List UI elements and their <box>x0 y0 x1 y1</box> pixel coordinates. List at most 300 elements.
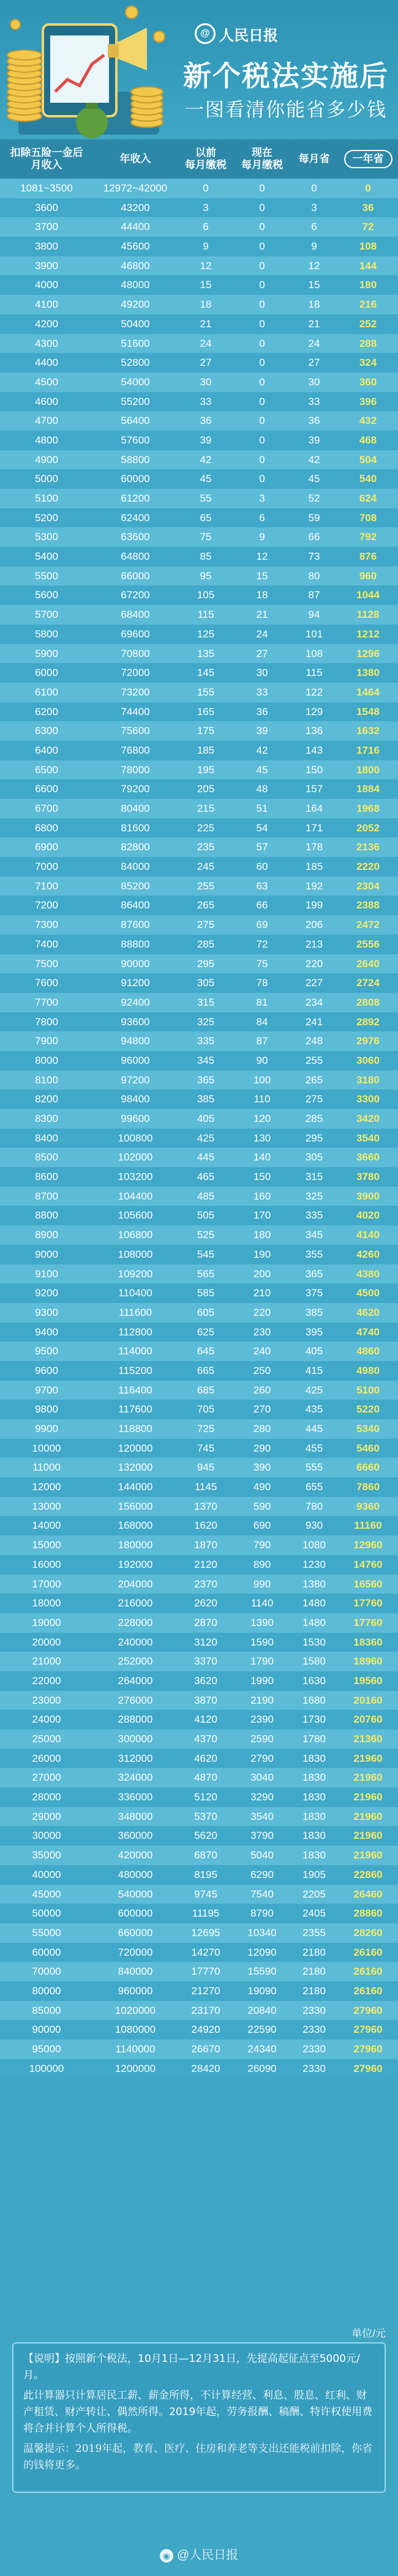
cell-new-tax: 54 <box>256 822 268 834</box>
logo-text: 人民日报 <box>219 26 278 44</box>
cell-monthly-income: 4400 <box>35 357 58 369</box>
table-row <box>0 469 398 489</box>
cell-monthly-income: 45000 <box>32 1888 61 1900</box>
cell-annual-income: 69600 <box>121 628 150 640</box>
table-row <box>0 1981 398 2001</box>
cell-annual-income: 62400 <box>121 511 150 524</box>
cell-new-tax: 39 <box>256 725 268 737</box>
cell-annual-income: 1200000 <box>115 2062 156 2074</box>
cell-annual-income: 85200 <box>121 880 150 892</box>
cell-old-tax: 685 <box>197 1384 215 1396</box>
cell-new-tax: 7540 <box>250 1888 274 1900</box>
cell-new-tax: 990 <box>253 1578 271 1590</box>
table-row <box>0 334 398 354</box>
cell-annual-income: 112800 <box>118 1326 152 1338</box>
cell-old-tax: 235 <box>197 841 215 853</box>
cell-new-tax: 1140 <box>250 1597 274 1609</box>
cell-new-tax: 45 <box>256 763 268 776</box>
cell-annual-saving: 216 <box>359 299 377 311</box>
cell-annual-income: 288000 <box>118 1713 153 1726</box>
table-row <box>0 353 398 373</box>
cell-new-tax: 87 <box>256 1035 268 1047</box>
cell-new-tax: 190 <box>253 1248 271 1260</box>
cell-annual-income: 216000 <box>118 1597 153 1609</box>
table-row <box>0 2001 398 2021</box>
table-row <box>0 1206 398 1225</box>
cell-annual-income: 79200 <box>121 783 150 795</box>
cell-annual-saving: 792 <box>359 531 377 543</box>
cell-new-tax: 3290 <box>250 1791 274 1803</box>
cell-monthly-saving: 2205 <box>302 1888 326 1900</box>
cell-annual-income: 600000 <box>118 1907 153 1920</box>
footer-credit <box>0 2545 398 2563</box>
cell-annual-income: 46800 <box>121 259 150 272</box>
cell-old-tax: 85 <box>200 551 212 563</box>
cell-monthly-income: 90000 <box>32 2024 61 2036</box>
cell-monthly-saving: 157 <box>305 783 323 795</box>
cell-monthly-income: 5700 <box>35 609 58 621</box>
cell-monthly-saving: 1830 <box>302 1830 326 1842</box>
table-row <box>0 1458 398 1477</box>
cell-old-tax: 42 <box>200 453 212 466</box>
cell-old-tax: 295 <box>197 957 215 970</box>
cell-monthly-income: 26000 <box>32 1752 61 1764</box>
cell-new-tax: 1590 <box>250 1636 274 1648</box>
cell-annual-saving: 21960 <box>353 1791 383 1803</box>
cell-new-tax: 490 <box>253 1481 271 1493</box>
cell-annual-income: 120000 <box>118 1442 153 1454</box>
cell-annual-saving: 1380 <box>356 667 380 679</box>
cell-annual-saving: 28260 <box>353 1926 383 1939</box>
cell-monthly-saving: 213 <box>305 938 323 950</box>
cell-annual-saving: 324 <box>359 357 377 369</box>
cell-annual-income: 300000 <box>118 1733 153 1745</box>
table-row <box>0 411 398 431</box>
cell-new-tax: 590 <box>253 1500 271 1512</box>
cell-monthly-saving: 1580 <box>302 1655 326 1668</box>
cell-annual-saving: 21360 <box>353 1733 383 1745</box>
table-row <box>0 314 398 334</box>
cell-annual-saving: 4500 <box>356 1287 380 1299</box>
cell-old-tax: 28420 <box>191 2062 220 2074</box>
cell-new-tax: 9 <box>259 531 265 543</box>
cell-monthly-income: 4700 <box>35 415 58 427</box>
cell-new-tax: 0 <box>259 279 265 291</box>
cell-new-tax: 3790 <box>250 1830 274 1842</box>
cell-monthly-income: 8400 <box>35 1132 58 1144</box>
cell-old-tax: 1620 <box>194 1520 217 1532</box>
cell-annual-saving: 5100 <box>356 1384 380 1396</box>
cell-monthly-income: 9200 <box>35 1287 58 1299</box>
cell-annual-income: 68400 <box>121 609 150 621</box>
cell-old-tax: 345 <box>197 1054 215 1066</box>
cell-monthly-income: 8600 <box>35 1171 58 1183</box>
cell-annual-income: 74400 <box>121 705 150 718</box>
cell-annual-income: 54000 <box>121 376 150 388</box>
cell-annual-income: 132000 <box>118 1461 153 1474</box>
cell-monthly-income: 6800 <box>35 822 58 834</box>
cell-annual-income: 67200 <box>121 589 150 601</box>
header-line: 以前 <box>195 147 216 159</box>
cell-annual-income: 540000 <box>118 1888 153 1900</box>
cell-monthly-saving: 241 <box>305 1015 323 1028</box>
cell-annual-income: 82800 <box>121 841 150 853</box>
cell-annual-saving: 3180 <box>356 1074 380 1086</box>
cell-monthly-saving: 39 <box>308 434 320 446</box>
table-row <box>0 1846 398 1865</box>
cell-monthly-saving: 21 <box>308 317 320 330</box>
cell-new-tax: 15 <box>256 570 268 582</box>
cell-new-tax: 280 <box>253 1423 271 1435</box>
cell-monthly-income: 23000 <box>32 1694 61 1706</box>
cell-annual-saving: 27960 <box>353 2004 383 2016</box>
table-row <box>0 392 398 412</box>
cell-annual-income: 92400 <box>121 996 150 1008</box>
cell-old-tax: 4370 <box>194 1733 217 1745</box>
table-row <box>0 605 398 625</box>
cell-monthly-income: 100000 <box>29 2062 64 2074</box>
table-row <box>0 547 398 566</box>
cell-old-tax: 18 <box>200 299 212 311</box>
cell-old-tax: 5370 <box>194 1810 217 1822</box>
cell-annual-income: 1140000 <box>115 2043 156 2055</box>
cell-new-tax: 63 <box>256 880 268 892</box>
cell-new-tax: 12 <box>256 551 268 563</box>
table-row <box>0 275 398 295</box>
cell-monthly-income: 7700 <box>35 996 58 1008</box>
cell-annual-saving: 624 <box>359 492 377 504</box>
cell-monthly-income: 4200 <box>35 317 58 330</box>
cell-monthly-saving: 30 <box>308 376 320 388</box>
cell-old-tax: 2870 <box>194 1616 217 1628</box>
table-row <box>0 993 398 1012</box>
cell-monthly-income: 24000 <box>32 1713 61 1726</box>
table-row <box>0 1749 398 1769</box>
cell-annual-income: 144000 <box>118 1481 153 1493</box>
cell-monthly-income: 9300 <box>35 1306 58 1318</box>
cell-monthly-income: 5600 <box>35 589 58 601</box>
cell-annual-saving: 1884 <box>356 783 380 795</box>
cell-old-tax: 285 <box>197 938 215 950</box>
cell-new-tax: 390 <box>253 1461 271 1474</box>
cell-monthly-saving: 285 <box>305 1113 323 1124</box>
cell-annual-saving: 17760 <box>353 1597 383 1609</box>
cell-monthly-income: 29000 <box>32 1810 61 1822</box>
cell-annual-saving: 2556 <box>356 938 380 950</box>
cell-old-tax: 24 <box>200 337 212 349</box>
cell-annual-saving: 2136 <box>356 841 380 853</box>
cell-monthly-saving: 33 <box>308 395 320 407</box>
cell-annual-saving: 3660 <box>356 1151 380 1164</box>
cell-old-tax: 265 <box>197 899 215 911</box>
cell-old-tax: 305 <box>197 977 215 989</box>
cell-old-tax: 65 <box>200 511 212 524</box>
cell-old-tax: 135 <box>197 647 215 659</box>
table-row <box>0 954 398 974</box>
cell-monthly-income: 80000 <box>32 1984 61 1997</box>
table-row <box>0 1031 398 1051</box>
cell-old-tax: 745 <box>197 1442 215 1454</box>
table-row <box>0 1575 398 1594</box>
cell-monthly-saving: 425 <box>305 1384 323 1396</box>
cell-annual-income: 61200 <box>121 492 150 504</box>
cell-monthly-saving: 9 <box>311 240 317 253</box>
cell-old-tax: 485 <box>197 1190 215 1202</box>
table-row <box>0 1381 398 1400</box>
cell-monthly-saving: 1380 <box>302 1578 326 1590</box>
cell-monthly-saving: 255 <box>305 1054 323 1066</box>
cell-annual-saving: 20760 <box>353 1713 383 1726</box>
cell-monthly-saving: 2330 <box>302 2062 326 2074</box>
header-annual-income <box>93 139 178 179</box>
table-row <box>0 857 398 877</box>
cell-new-tax: 51 <box>256 803 268 814</box>
cell-new-tax: 5040 <box>250 1849 274 1861</box>
cell-monthly-saving: 1905 <box>302 1868 326 1880</box>
cell-new-tax: 1990 <box>250 1674 274 1687</box>
cell-old-tax: 23170 <box>191 2004 220 2016</box>
cell-new-tax: 6290 <box>250 1868 274 1880</box>
cell-annual-income: 480000 <box>118 1868 153 1880</box>
cell-monthly-income: 3600 <box>35 201 58 213</box>
cell-new-tax: 2190 <box>250 1694 274 1706</box>
cell-annual-saving: 3300 <box>356 1093 380 1105</box>
cell-old-tax: 8195 <box>194 1868 217 1880</box>
cell-old-tax: 30 <box>200 376 212 388</box>
table-row <box>0 1633 398 1652</box>
cell-monthly-income: 27000 <box>32 1772 61 1784</box>
cell-old-tax: 245 <box>197 861 215 873</box>
cell-annual-income: 76800 <box>121 744 150 756</box>
table-row <box>0 1109 398 1129</box>
table-row <box>0 1516 398 1535</box>
cell-monthly-saving: 395 <box>305 1326 323 1338</box>
cell-monthly-saving: 2330 <box>302 2024 326 2036</box>
cell-annual-income: 1020000 <box>115 2004 156 2016</box>
cell-annual-saving: 708 <box>359 511 377 524</box>
cell-monthly-saving: 6 <box>311 221 317 233</box>
cell-monthly-saving: 185 <box>305 861 323 873</box>
cell-monthly-income: 5500 <box>35 570 58 582</box>
cell-monthly-income: 13000 <box>32 1500 61 1512</box>
cell-annual-saving: 1212 <box>356 628 380 640</box>
cell-annual-income: 840000 <box>118 1965 153 1978</box>
cell-old-tax: 175 <box>197 725 215 737</box>
cell-annual-saving: 2220 <box>356 861 380 873</box>
cell-new-tax: 75 <box>256 957 268 970</box>
cell-monthly-saving: 164 <box>305 803 323 814</box>
cell-new-tax: 0 <box>259 317 265 330</box>
cell-annual-income: 360000 <box>118 1830 153 1842</box>
table-row <box>0 721 398 741</box>
cell-monthly-saving: 115 <box>306 667 323 679</box>
cell-monthly-saving: 150 <box>305 763 323 776</box>
table-row <box>0 896 398 915</box>
cell-monthly-income: 7800 <box>35 1015 58 1028</box>
table-row <box>0 760 398 780</box>
cell-annual-income: 180000 <box>118 1539 153 1551</box>
cell-new-tax: 130 <box>253 1132 271 1144</box>
cell-annual-saving: 504 <box>359 453 377 466</box>
cell-monthly-income: 28000 <box>32 1791 61 1803</box>
table-row <box>0 179 398 198</box>
cell-annual-income: 84000 <box>121 861 150 873</box>
cell-annual-saving: 2388 <box>356 899 380 911</box>
cell-monthly-income: 10000 <box>32 1442 61 1454</box>
table-row <box>0 1594 398 1613</box>
unit-label: 单位/元 <box>351 2328 386 2339</box>
cell-old-tax: 0 <box>203 182 209 194</box>
cell-old-tax: 565 <box>197 1268 215 1280</box>
cell-monthly-saving: 12 <box>308 259 320 272</box>
cell-annual-saving: 1548 <box>356 705 380 718</box>
cell-monthly-saving: 59 <box>308 511 320 524</box>
cell-annual-income: 105600 <box>118 1209 153 1222</box>
cell-annual-income: 108000 <box>118 1248 153 1260</box>
cell-annual-saving: 4980 <box>356 1364 380 1376</box>
cell-new-tax: 18 <box>256 589 268 601</box>
cell-monthly-income: 50000 <box>32 1907 61 1920</box>
cell-old-tax: 625 <box>197 1326 215 1338</box>
cell-new-tax: 2790 <box>250 1752 274 1764</box>
cell-old-tax: 145 <box>197 667 215 679</box>
cell-annual-saving: 72 <box>362 221 374 233</box>
cell-new-tax: 250 <box>253 1364 271 1376</box>
cell-new-tax: 69 <box>256 919 268 931</box>
cell-annual-saving: 27960 <box>353 2043 383 2055</box>
cell-monthly-saving: 275 <box>305 1093 323 1105</box>
cell-annual-income: 98400 <box>121 1093 150 1105</box>
cell-old-tax: 165 <box>197 705 215 718</box>
cell-annual-income: 86400 <box>121 899 150 911</box>
header-line: 每月省 <box>298 153 330 165</box>
cell-monthly-income: 12000 <box>32 1481 61 1493</box>
cell-old-tax: 2120 <box>194 1558 217 1570</box>
cell-old-tax: 225 <box>197 822 215 834</box>
cell-monthly-saving: 3 <box>311 201 317 213</box>
table-row <box>0 683 398 702</box>
table-row <box>0 1264 398 1284</box>
cell-old-tax: 315 <box>197 996 215 1008</box>
cell-annual-income: 103200 <box>118 1171 153 1183</box>
cell-annual-saving: 2892 <box>356 1015 380 1028</box>
cell-annual-saving: 26160 <box>353 1946 383 1958</box>
cell-annual-income: 97200 <box>121 1074 150 1086</box>
cell-annual-income: 276000 <box>118 1694 153 1706</box>
cell-annual-income: 88800 <box>121 938 150 950</box>
cell-monthly-saving: 405 <box>305 1345 323 1357</box>
cell-old-tax: 465 <box>197 1171 215 1183</box>
cell-monthly-saving: 455 <box>305 1442 323 1454</box>
table-row <box>0 2020 398 2040</box>
cell-monthly-income: 4000 <box>35 279 58 291</box>
cell-annual-saving: 2640 <box>356 957 380 970</box>
cell-annual-income: 55200 <box>121 395 150 407</box>
cell-new-tax: 240 <box>253 1345 271 1357</box>
cell-monthly-income: 5900 <box>35 647 58 659</box>
cell-monthly-saving: 15 <box>308 279 320 291</box>
cell-old-tax: 4620 <box>194 1752 217 1764</box>
cell-annual-income: 106800 <box>118 1229 153 1241</box>
cell-monthly-income: 5000 <box>35 473 58 485</box>
header-annual-saving <box>338 139 398 179</box>
cell-monthly-saving: 18 <box>308 299 320 311</box>
cell-monthly-income: 7600 <box>35 977 58 989</box>
cell-monthly-saving: 192 <box>305 880 323 892</box>
cell-new-tax: 0 <box>259 337 265 349</box>
cell-annual-saving: 396 <box>359 395 377 407</box>
cell-new-tax: 12090 <box>247 1946 277 1958</box>
table-row <box>0 1323 398 1342</box>
cell-monthly-saving: 42 <box>308 453 320 466</box>
cell-new-tax: 27 <box>256 647 268 659</box>
cell-monthly-saving: 435 <box>305 1403 323 1416</box>
cell-annual-saving: 1800 <box>356 763 380 776</box>
table-row <box>0 2059 398 2079</box>
cell-annual-saving: 22860 <box>353 1868 383 1880</box>
cell-old-tax: 5120 <box>194 1791 217 1803</box>
cell-annual-income: 336000 <box>118 1791 153 1803</box>
cell-annual-saving: 9360 <box>356 1500 380 1512</box>
cell-annual-income: 264000 <box>118 1674 153 1687</box>
cell-annual-income: 99600 <box>121 1113 150 1124</box>
cell-annual-saving: 2472 <box>356 919 380 931</box>
cell-annual-income: 111600 <box>118 1306 152 1318</box>
cell-monthly-income: 19000 <box>32 1616 61 1628</box>
cell-annual-saving: 16560 <box>353 1578 383 1590</box>
cell-monthly-saving: 199 <box>305 899 323 911</box>
cell-annual-income: 57600 <box>121 434 150 446</box>
table-row <box>0 198 398 218</box>
cell-annual-income: 115200 <box>118 1364 152 1376</box>
cell-old-tax: 12 <box>200 259 212 272</box>
cell-monthly-income: 30000 <box>32 1830 61 1842</box>
cell-new-tax: 690 <box>253 1520 271 1532</box>
cell-monthly-saving: 375 <box>305 1287 323 1299</box>
header-line: 现在 <box>252 147 272 159</box>
cell-annual-income: 660000 <box>118 1926 153 1939</box>
cell-annual-saving: 5460 <box>356 1442 380 1454</box>
cell-monthly-saving: 1830 <box>302 1752 326 1764</box>
cell-monthly-saving: 1630 <box>302 1674 326 1687</box>
cell-annual-saving: 21960 <box>353 1849 383 1861</box>
cell-new-tax: 1790 <box>250 1655 274 1668</box>
cell-old-tax: 125 <box>197 628 215 640</box>
cell-monthly-saving: 355 <box>305 1248 323 1260</box>
table-row <box>0 973 398 993</box>
table-row <box>0 450 398 470</box>
cell-new-tax: 140 <box>253 1151 271 1164</box>
cell-new-tax: 790 <box>253 1539 271 1551</box>
cell-new-tax: 0 <box>259 473 265 485</box>
cell-annual-income: 100800 <box>118 1132 153 1144</box>
cell-monthly-saving: 36 <box>308 415 320 427</box>
cell-annual-income: 80400 <box>121 803 150 814</box>
cell-monthly-income: 25000 <box>32 1733 61 1745</box>
table-row <box>0 779 398 799</box>
cell-new-tax: 19090 <box>247 1984 277 1997</box>
cell-new-tax: 100 <box>253 1074 271 1086</box>
cell-new-tax: 0 <box>259 357 265 369</box>
cell-monthly-income: 60000 <box>32 1946 61 1958</box>
cell-annual-income: 73200 <box>121 686 150 698</box>
cell-new-tax: 48 <box>256 783 268 795</box>
header-line: 年收入 <box>119 153 151 165</box>
cell-monthly-saving: 335 <box>305 1209 323 1222</box>
table-row <box>0 1962 398 1981</box>
cell-old-tax: 39 <box>200 434 212 446</box>
cell-new-tax: 110 <box>253 1093 271 1105</box>
